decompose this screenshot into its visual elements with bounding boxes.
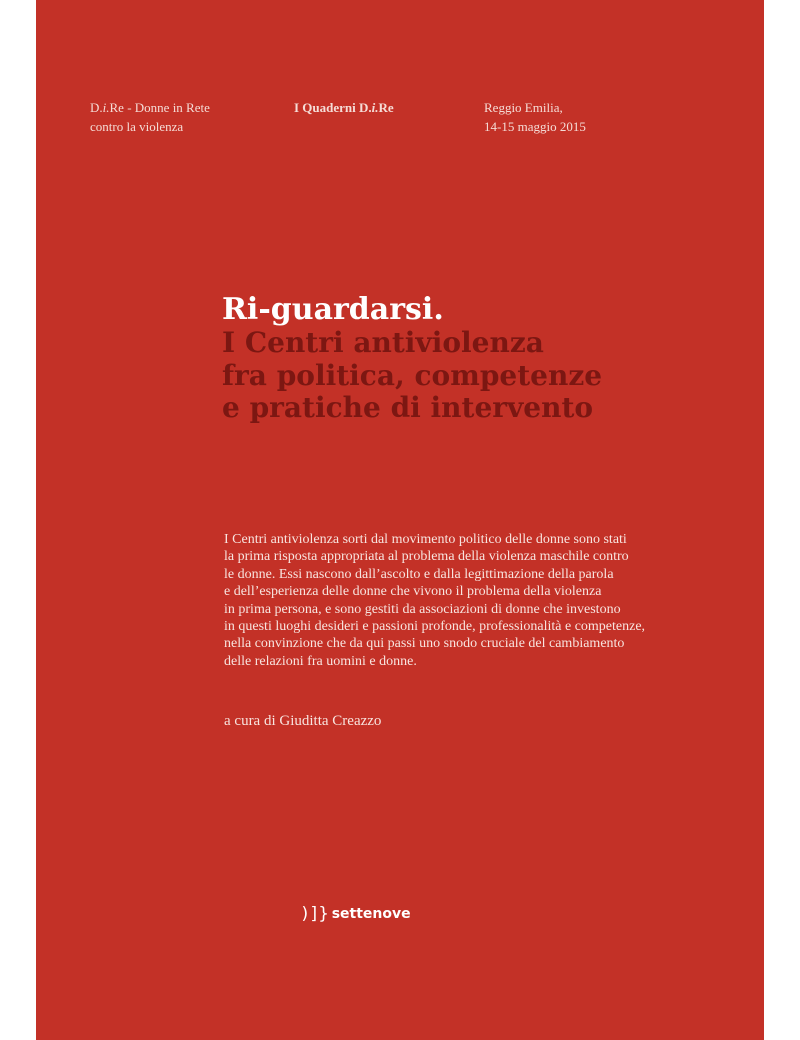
book-title: Ri-guardarsi. [222,292,444,327]
abstract-line: delle relazioni fra uomini e donne. [224,653,417,669]
abstract-paragraph [224,531,694,670]
header-series [294,98,394,117]
abstract-line: e dell’esperienza delle donne che vivono il problema della violenza [224,584,602,600]
event-location: Reggio Emilia, [484,100,563,115]
book-cover [36,0,764,1040]
abstract-line: in prima persona, e sono gestiti da associazioni di donne che investono [224,601,621,617]
abstract-line: nella convinzione che da qui passi uno snodo cruciale del cambiamento [224,636,625,652]
publisher-mark-icon: )]} [300,904,328,924]
subtitle-line: fra politica, competenze [222,358,603,392]
abstract-line: in questi luoghi desideri e passioni profonde, professionalità e competenze, [224,619,646,635]
organization-subtitle: contro la violenza [90,119,184,134]
abstract-line: le donne. Essi nascono dall’ascolto e dalla legittimazione della parola [224,566,614,582]
publisher-logo [300,904,411,924]
editor-credit: a cura di Giuditta Creazzo [224,713,382,729]
subtitle-line: e pratiche di intervento [222,391,594,424]
event-date: 14-15 maggio 2015 [484,119,586,134]
header-organization [90,98,210,136]
title-block [222,293,742,425]
publisher-name: settenove [331,906,411,922]
organization-name: D.i.Re - Donne in Rete [90,100,210,115]
subtitle-line: I Centri antiviolenza [222,326,544,359]
abstract-line: I Centri antiviolenza sorti dal movimento politico delle donne sono stati [224,532,627,547]
abstract-line: la prima risposta appropriata al problema della violenza maschile contro [224,549,629,565]
series-name: I Quaderni D.i.Re [294,100,394,115]
header-event [484,98,586,136]
